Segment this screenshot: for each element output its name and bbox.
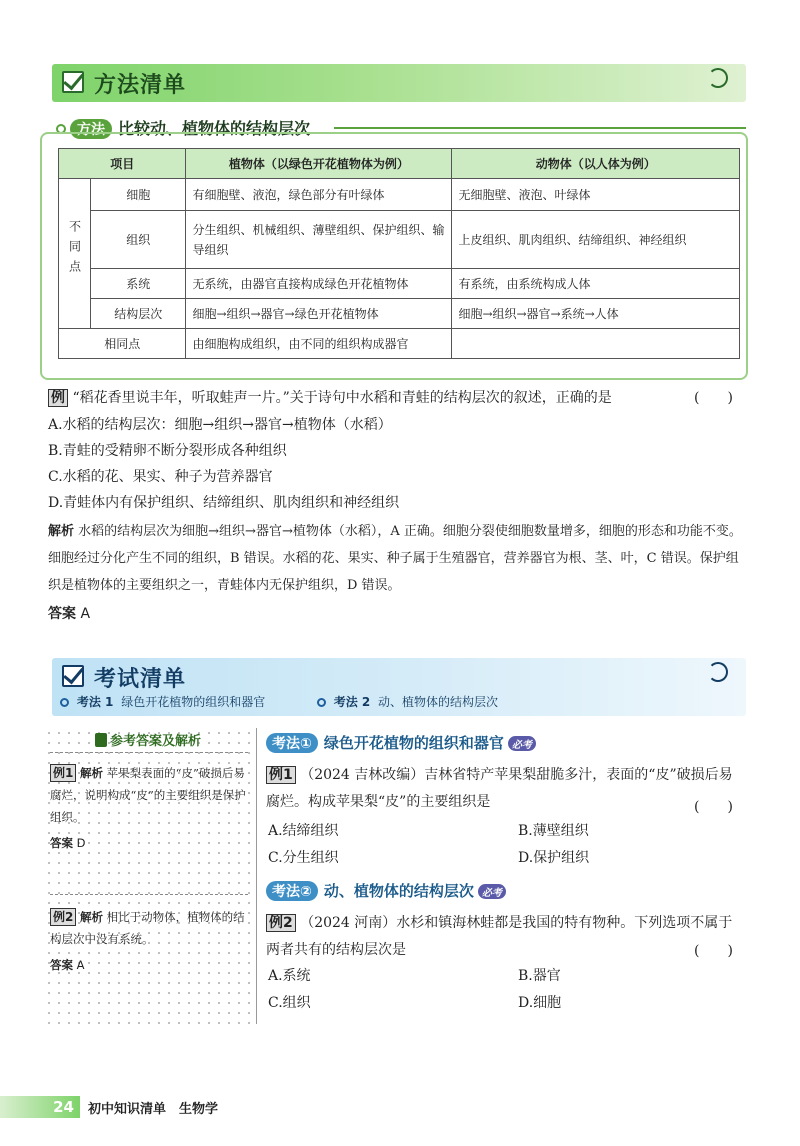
table-cell: 细胞 (91, 179, 186, 211)
table-cell: 系统 (91, 269, 186, 299)
table-cell: 有系统，由系统构成人体 (452, 269, 740, 299)
law1-question (266, 762, 746, 816)
option-d: D.青蛙体内有保护组织、结缔组织、肌肉组织和神经组织 (48, 495, 400, 511)
law1-title: 绿色开花植物的组织和器官 (323, 734, 504, 752)
law1-pill: 考法① (266, 733, 318, 753)
panel-item-text: 苹果梨表面的“皮”破损后易腐烂，说明构成“皮”的主要组织是保护组织。 (50, 766, 246, 824)
table-row (59, 299, 740, 329)
table-row (59, 211, 740, 269)
law2-question-text: （2024 河南）水杉和镇海林蛙都是我国的特有物种。下列选项不属于两者共有的结构层次是 (266, 915, 733, 958)
must-test-badge: 必考 (508, 736, 536, 751)
law-list (60, 693, 502, 710)
checkbox-icon (62, 71, 84, 93)
law1-option-a: A.结缔组织 (268, 823, 339, 839)
law2-heading (266, 880, 506, 901)
bullet-icon (317, 698, 326, 707)
analysis-text: 水稻的结构层次为细胞→组织→器官→植物体（水稻），A 正确。细胞分裂使细胞数量增多，细胞的形态和功能不变。细胞经过分化产生不同的组织，B 错误。水稻的花、果实、种子属于生殖器官，营养器官为根、茎、叶，C 错误。保护组织是植物体的主要组织之一，青蛙体内无保护组织，D 错误。 (48, 524, 742, 593)
example-question-text: “稻花香里说丰年，听取蛙声一片。”关于诗句中水稻和青蛙的结构层次的叙述，正确的是 (72, 390, 612, 406)
table-header: 植物体（以绿色开花植物体为例） (186, 149, 452, 179)
bullet-icon (60, 698, 69, 707)
option-c: C.水稻的花、果实、种子为营养器官 (48, 469, 273, 485)
analysis-label: 解析 (48, 524, 75, 539)
method-banner (52, 64, 746, 102)
law2-option-d: D.细胞 (518, 995, 562, 1011)
column-divider (256, 728, 257, 1024)
exam-banner-title: 考试清单 (94, 667, 187, 692)
method-banner-title: 方法清单 (94, 73, 187, 98)
law2-title: 动、植物体的结构层次 (323, 882, 474, 900)
table-cell: 有细胞壁、液泡，绿色部分有叶绿体 (186, 179, 452, 211)
option-b: B.青蛙的受精卵不断分裂形成各种组织 (48, 443, 287, 459)
table-row (59, 179, 740, 211)
dashed-divider (50, 894, 248, 895)
answer-value: A (80, 606, 91, 622)
analysis (48, 518, 748, 599)
answer-blank: ( ) (694, 943, 733, 959)
law1-question-text: （2024 吉林改编）吉林省特产苹果梨甜脆多汁，表面的“皮”破损后易腐烂。构成苹果梨“皮”的主要组织是 (266, 767, 733, 810)
table-header-row (59, 149, 740, 179)
page-number: 24 (0, 1096, 80, 1118)
law1-heading (266, 732, 536, 753)
answer-label: 答案 (48, 606, 76, 622)
law1-tag: 例1 (266, 766, 296, 784)
answer-panel-title: 参考答案及解析 (44, 730, 252, 749)
example-tag: 例 (48, 389, 68, 407)
table-cell: 细胞→组织→器官→系统→人体 (452, 299, 740, 329)
law2-option-b: B.器官 (518, 968, 561, 984)
checkbox-icon (62, 665, 84, 687)
book-title: 初中知识清单 生物学 (88, 1102, 219, 1117)
group-label: 不同点 (59, 179, 91, 329)
table-cell: 分生组织、机械组织、薄壁组织、保护组织、输导组织 (186, 211, 452, 269)
answer-line (48, 602, 90, 627)
table-header: 项目 (59, 149, 186, 179)
panel-item-label: 解析 (80, 766, 104, 780)
method-tag: 方法 (70, 119, 112, 139)
page-footer (0, 1096, 800, 1120)
law2-tag: 例2 (266, 914, 296, 932)
law2-option-c: C.组织 (268, 995, 311, 1011)
table-cell: 无系统，由器官直接构成绿色开花植物体 (186, 269, 452, 299)
table-row (59, 329, 740, 359)
panel-answer: 答案 A (50, 958, 85, 972)
swirl-icon (708, 68, 728, 88)
table-header: 动物体（以人体为例） (452, 149, 740, 179)
exam-banner (52, 658, 746, 716)
answer-panel (44, 728, 252, 1024)
law1-option-c: C.分生组织 (268, 850, 339, 866)
law-tag: 考法 1 (76, 695, 114, 709)
table-cell: 上皮组织、肌肉组织、结缔组织、神经组织 (452, 211, 740, 269)
panel-item-tag: 例2 (50, 908, 76, 926)
law2-pill: 考法② (266, 881, 318, 901)
panel-item-tag: 例1 (50, 764, 76, 782)
key-icon (95, 733, 107, 747)
table-cell: 细胞→组织→器官→绿色开花植物体 (186, 299, 452, 329)
panel-item-text: 相比于动物体，植物体的结构层次中没有系统。 (50, 910, 245, 946)
answer-blank: ( ) (694, 390, 733, 406)
table-cell: 无细胞壁、液泡、叶绿体 (452, 179, 740, 211)
table-row (59, 269, 740, 299)
table-cell (452, 329, 740, 359)
law-text: 绿色开花植物的组织和器官 (121, 695, 266, 709)
table-cell: 相同点 (59, 329, 186, 359)
table-cell: 组织 (91, 211, 186, 269)
panel-item-label: 解析 (80, 910, 104, 924)
law-tag: 考法 2 (333, 695, 371, 709)
comparison-table (58, 148, 740, 359)
option-a: A.水稻的结构层次：细胞→组织→器官→植物体（水稻） (48, 417, 392, 433)
swirl-icon (708, 662, 728, 682)
example-question (48, 386, 688, 411)
law2-option-a: A.系统 (268, 968, 311, 984)
table-cell: 由细胞构成组织，由不同的组织构成器官 (186, 329, 452, 359)
law2-question (266, 910, 746, 964)
table-cell: 结构层次 (91, 299, 186, 329)
panel-item (50, 906, 250, 950)
dashed-divider (50, 752, 248, 753)
method-subtitle-text: 比较动、植物体的结构层次 (118, 119, 311, 138)
law1-option-b: B.薄壁组织 (518, 823, 589, 839)
panel-item (50, 762, 250, 828)
answer-blank: ( ) (694, 799, 733, 815)
panel-answer: 答案 D (50, 836, 86, 850)
divider (334, 127, 746, 129)
law1-option-d: D.保护组织 (518, 850, 590, 866)
must-test-badge: 必考 (478, 884, 506, 899)
law-text: 动、植物体的结构层次 (378, 695, 499, 709)
